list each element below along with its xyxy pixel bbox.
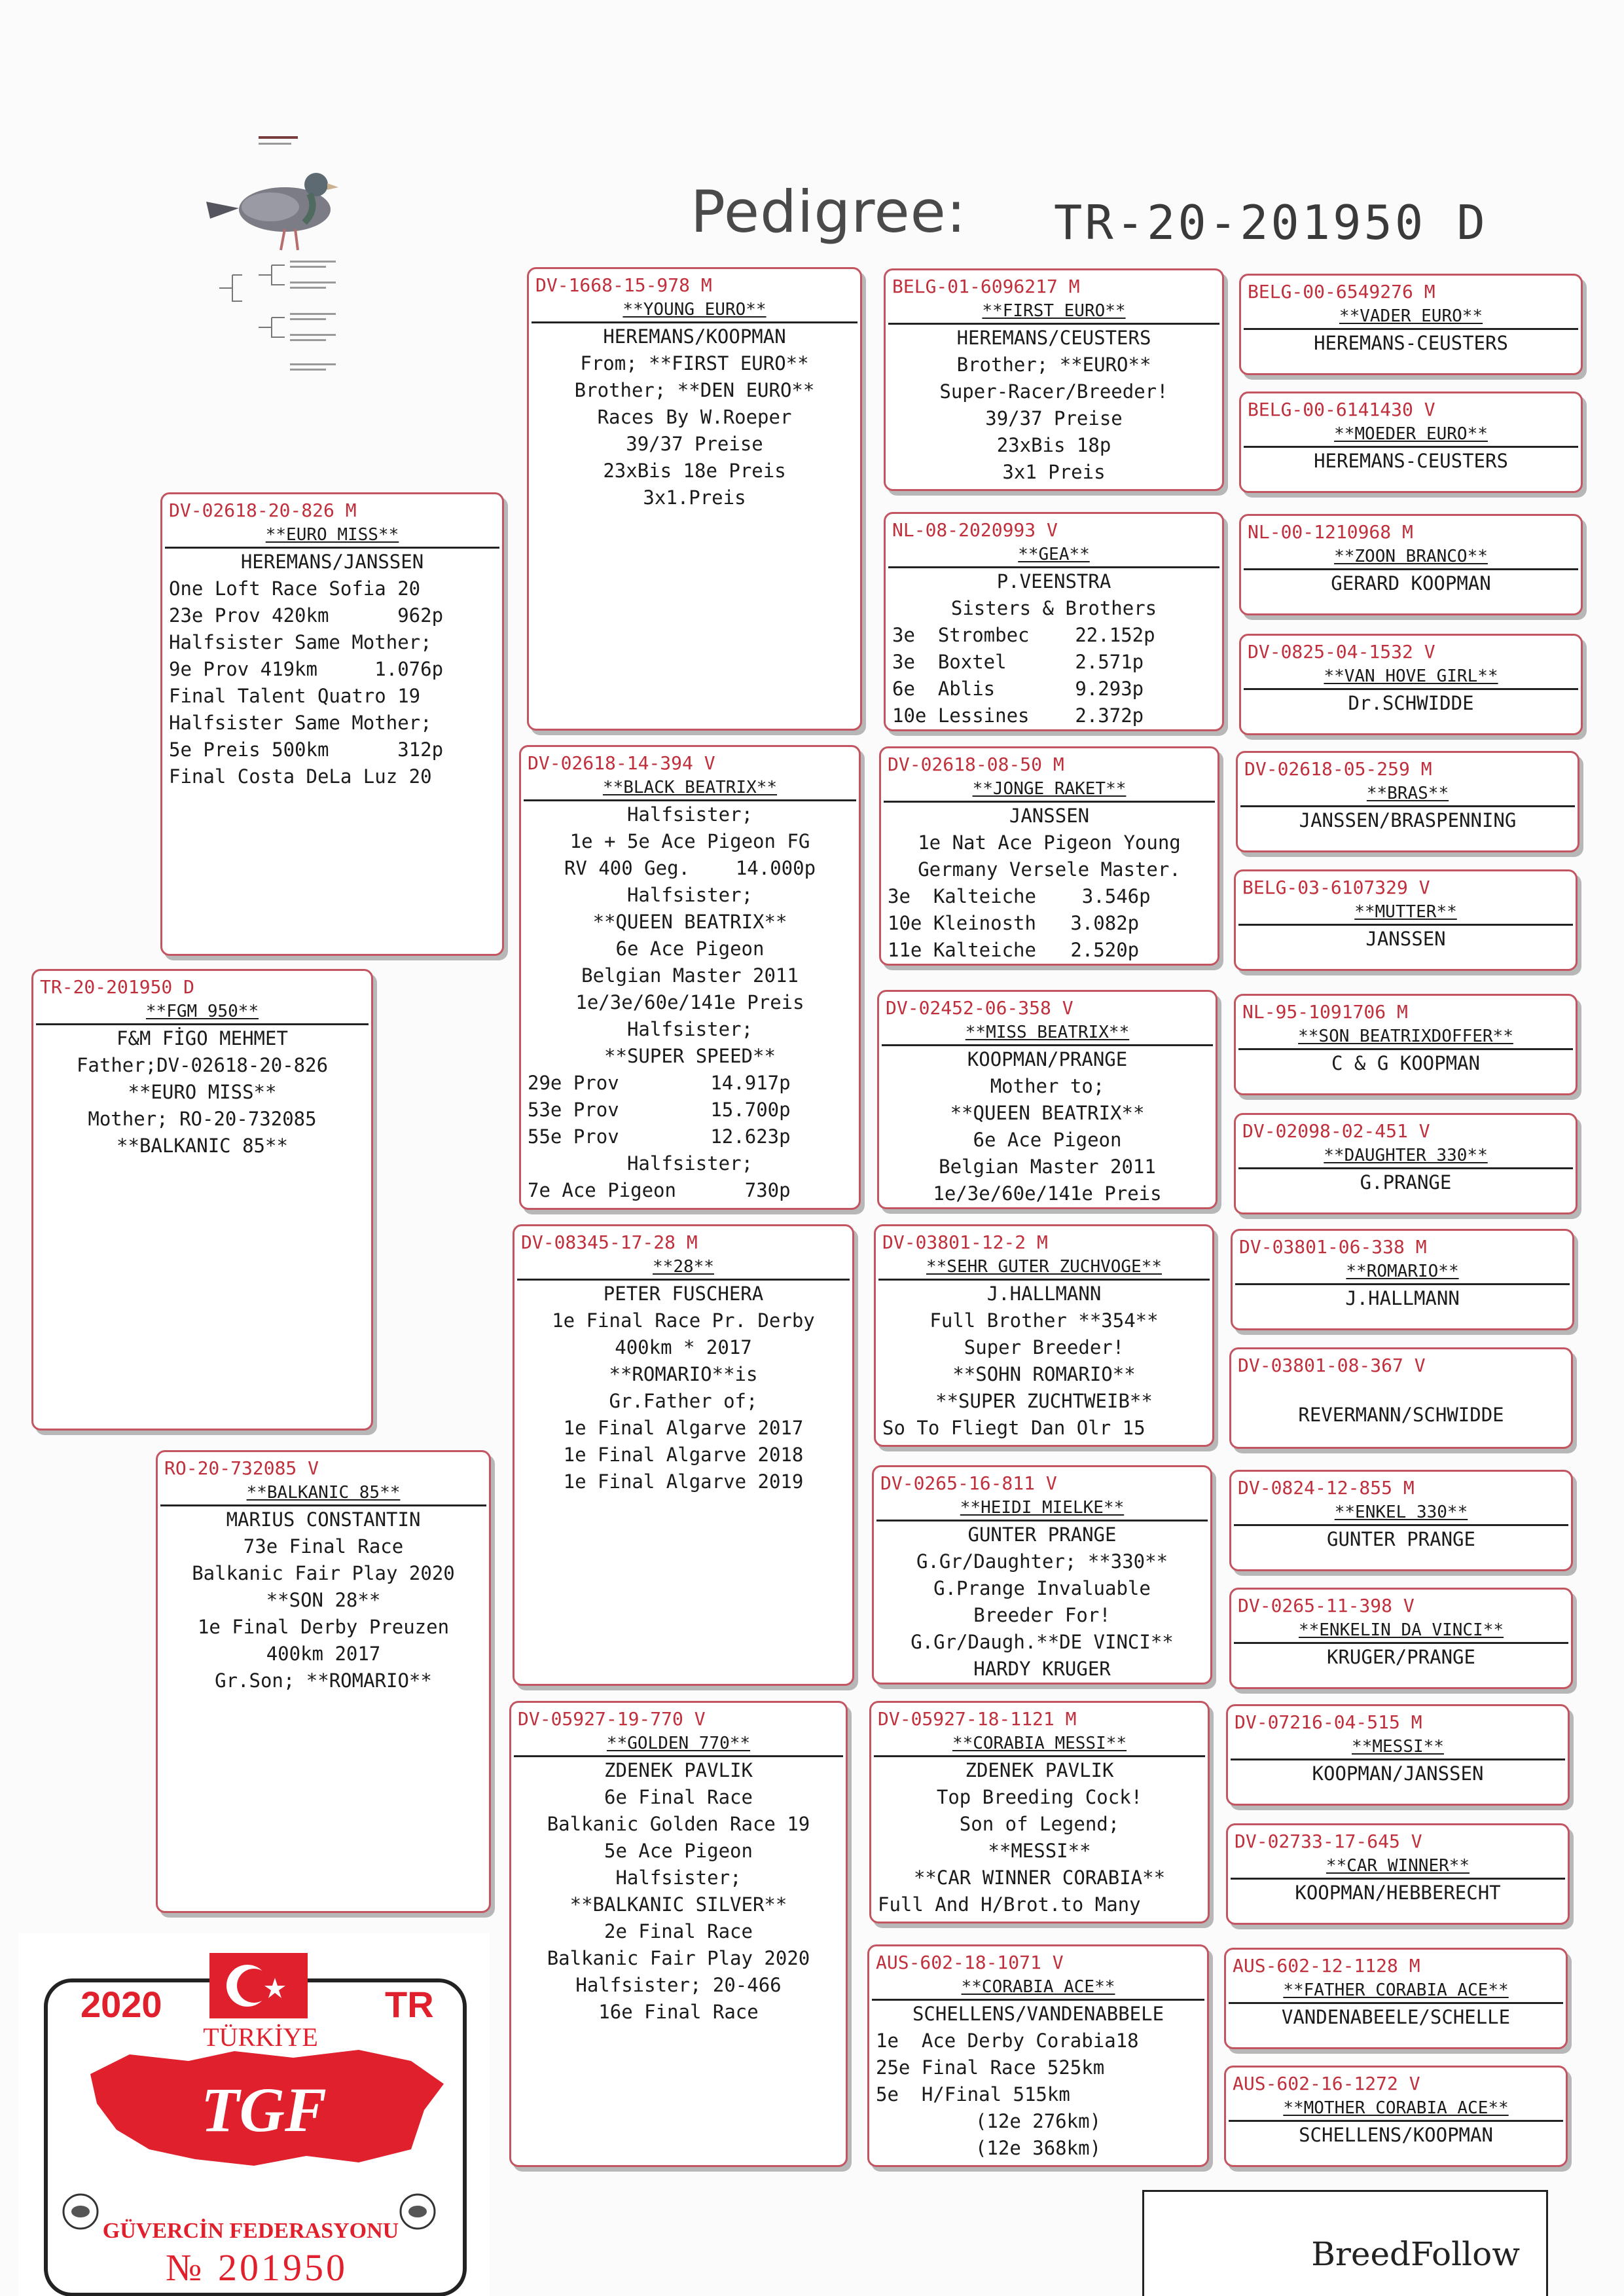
info-line: KOOPMAN/PRANGE: [967, 1048, 1128, 1070]
info-line: REVERMANN/SCHWIDDE: [1298, 1404, 1504, 1426]
info-line: Balkanic Fair Play 2020: [192, 1562, 455, 1584]
info-line: **SUPER ZUCHTWEIB**: [935, 1390, 1153, 1412]
pigeon-name: **SEHR GUTER ZUCHVOGE**: [878, 1255, 1210, 1281]
info-line: Halfsister;: [626, 803, 753, 826]
info-line: **QUEEN BEATRIX**: [950, 1102, 1145, 1124]
page-title: Pedigree:: [691, 178, 967, 246]
info-line: 73e Final Race: [243, 1535, 404, 1558]
pigeon-name: **HEIDI MIELKE**: [876, 1496, 1208, 1522]
ring-id: RO-20-732085 V: [164, 1457, 319, 1479]
info-line: Halfsister Same Mother;: [169, 631, 432, 653]
info-line: Son of Legend;: [959, 1813, 1120, 1835]
pigeon-name: **MESSI**: [1231, 1735, 1565, 1760]
ring-id: DV-02618-05-259 M: [1244, 758, 1432, 780]
pigeon-name: **BLACK BEATRIX**: [524, 776, 856, 801]
pigeon-name: **GEA**: [888, 543, 1219, 568]
pedigree-thumbnail: [193, 131, 389, 406]
info-line: 6e Final Race: [604, 1786, 753, 1808]
ring-id: NL-00-1210968 M: [1248, 521, 1413, 543]
pigeon-name: **MOEDER EURO**: [1244, 422, 1578, 448]
main-pigeon-card: [31, 969, 373, 1430]
info-line: Mother; RO-20-732085: [88, 1108, 317, 1130]
logo-acronym: TGF: [201, 2075, 327, 2145]
gen5-card-15: [1224, 1948, 1568, 2049]
info-line: Halfsister;: [615, 1867, 742, 1889]
pigeon-name: **28**: [517, 1255, 850, 1281]
pigeon-name: **CAR WINNER**: [1231, 1854, 1565, 1880]
info-line: 3e Boxtel 2.571p: [892, 651, 1144, 673]
info-line: 1e Final Algarve 2018: [563, 1444, 804, 1466]
pigeon-name: **GOLDEN 770**: [514, 1732, 843, 1757]
info-line: **EURO MISS**: [128, 1081, 277, 1103]
ring-id: DV-02452-06-358 V: [886, 997, 1074, 1019]
info-line: KOOPMAN/HEBBERECHT: [1295, 1882, 1501, 1904]
gen5-card-16: [1224, 2066, 1568, 2167]
info-line: Super Breeder!: [964, 1336, 1125, 1358]
ring-id: DV-02618-20-826 M: [169, 500, 357, 521]
gen5-card-6: [1234, 869, 1578, 971]
info-line: 1e + 5e Ace Pigeon FG: [569, 830, 810, 852]
gen3-card-2: [519, 745, 861, 1210]
info-line: 16e Final Race: [598, 2001, 759, 2023]
info-line: 1e Final Algarve 2019: [563, 1470, 804, 1493]
info-line: 9e Prov 419km 1.076p: [169, 658, 444, 680]
info-line: 23e Prov 420km 962p: [169, 604, 444, 627]
info-line: G.PRANGE: [1360, 1171, 1452, 1194]
info-line: KOOPMAN/JANSSEN: [1312, 1762, 1484, 1785]
info-line: Halfsister; 20-466: [575, 1974, 782, 1996]
ring-id: DV-0265-16-811 V: [880, 1472, 1057, 1494]
info-line: J.HALLMANN: [986, 1283, 1102, 1305]
info-line: F&M FİGO MEHMET: [117, 1027, 288, 1049]
gen5-card-10: [1229, 1347, 1573, 1449]
pigeon-name: **DAUGHTER 330**: [1238, 1144, 1573, 1169]
info-line: 1e Final Race Pr. Derby: [552, 1309, 815, 1332]
pigeon-name: **BRAS**: [1240, 782, 1575, 807]
info-line: Belgian Master 2011: [581, 964, 799, 987]
gen4-card-3: [879, 746, 1219, 966]
info-line: Gr.Father of;: [609, 1390, 758, 1412]
info-line: **ROMARIO**is: [609, 1363, 758, 1385]
info-line: Gr.Son; **ROMARIO**: [215, 1669, 432, 1692]
gen5-card-13: [1226, 1704, 1570, 1806]
ring-id: AUS-602-16-1272 V: [1233, 2073, 1420, 2094]
info-line: **MESSI**: [988, 1840, 1091, 1862]
info-line: VANDENABEELE/SCHELLE: [1281, 2006, 1511, 2028]
logo-country-code: TR: [385, 1984, 434, 2025]
logo-number: 201950: [218, 2246, 348, 2289]
pigeon-icon: [206, 173, 338, 250]
pigeon-name: **SON BEATRIXDOFFER**: [1238, 1025, 1573, 1050]
ring-id: DV-02098-02-451 V: [1242, 1120, 1430, 1142]
info-line: Belgian Master 2011: [939, 1156, 1156, 1178]
gen5-card-8: [1234, 1113, 1578, 1214]
ring-id: DV-08345-17-28 M: [521, 1231, 698, 1253]
info-line: Brother; **EURO**: [956, 354, 1151, 376]
tgf-federation-logo: [18, 1933, 490, 2296]
pigeon-name: **VADER EURO**: [1244, 304, 1578, 330]
info-line: **QUEEN BEATRIX**: [592, 911, 787, 933]
ring-id: BELG-00-6549276 M: [1248, 281, 1435, 302]
info-line: Halfsister Same Mother;: [169, 712, 432, 734]
gen3-card-4: [509, 1701, 848, 2167]
gen4-card-8: [867, 1944, 1209, 2167]
gen4-card-1: [884, 268, 1224, 491]
ring-id: DV-07216-04-515 M: [1235, 1711, 1422, 1733]
info-line: HEREMANS-CEUSTERS: [1314, 450, 1508, 472]
info-line: Breeder For!: [973, 1604, 1111, 1626]
info-line: One Loft Race Sofia 20: [169, 577, 421, 600]
info-line: SCHELLENS/VANDENABBELE: [912, 2003, 1164, 2025]
info-line: ZDENEK PAVLIK: [965, 1759, 1114, 1781]
father-card: [160, 492, 504, 956]
info-line: GUNTER PRANGE: [967, 1523, 1117, 1546]
info-line: 1e/3e/60e/141e Preis: [575, 991, 804, 1013]
ring-id: DV-0825-04-1532 V: [1248, 641, 1435, 663]
info-line: 3x1.Preis: [643, 486, 746, 509]
info-line: 39/37 Preise: [626, 433, 763, 455]
info-line: **SOHN ROMARIO**: [952, 1363, 1136, 1385]
info-line: KRUGER/PRANGE: [1327, 1646, 1475, 1668]
gen4-card-6: [872, 1465, 1212, 1685]
pigeon-name: [1234, 1378, 1568, 1402]
gen3-card-1: [527, 267, 862, 731]
ring-id: DV-02733-17-645 V: [1235, 1831, 1422, 1852]
logo-year: 2020: [81, 1984, 162, 2025]
gen5-card-14: [1226, 1823, 1570, 1925]
pigeon-name: **ENKELIN DA VINCI**: [1234, 1618, 1568, 1644]
info-line: 23xBis 18p: [996, 434, 1111, 456]
info-line: Balkanic Golden Race 19: [547, 1813, 810, 1835]
info-line: 39/37 Preise: [985, 407, 1123, 429]
pigeon-name: **CORABIA ACE**: [872, 1975, 1204, 2001]
info-line: 2e Final Race: [604, 1920, 753, 1942]
info-line: RV 400 Geg. 14.000p: [564, 857, 816, 879]
info-line: GERARD KOOPMAN: [1331, 572, 1491, 594]
info-line: (12e 276km): [975, 2110, 1102, 2132]
info-line: 29e Prov 14.917p: [528, 1072, 791, 1094]
info-line: SCHELLENS/KOOPMAN: [1299, 2124, 1493, 2146]
info-line: From; **FIRST EURO**: [580, 352, 809, 374]
gen5-card-11: [1229, 1470, 1573, 1571]
info-line: ZDENEK PAVLIK: [604, 1759, 753, 1781]
logo-number-prefix: №: [166, 2246, 202, 2289]
info-line: Germany Versele Master.: [918, 858, 1181, 881]
info-line: 1e Ace Derby Corabia18: [876, 2030, 1139, 2052]
info-line: 5e Preis 500km 312p: [169, 738, 444, 761]
gen5-card-9: [1231, 1229, 1574, 1330]
info-line: JANSSEN/BRASPENNING: [1299, 809, 1517, 831]
info-line: Balkanic Fair Play 2020: [547, 1947, 810, 1969]
ring-id: AUS-602-12-1128 M: [1233, 1955, 1420, 1977]
logo-federation: GÜVERCİN FEDERASYONU: [102, 2219, 399, 2243]
info-line: Mother to;: [990, 1075, 1105, 1097]
ring-id: NL-08-2020993 V: [892, 519, 1058, 541]
ring-id: BELG-01-6096217 M: [892, 276, 1080, 297]
info-line: HEREMANS/CEUSTERS: [956, 327, 1151, 349]
ring-id: DV-03801-12-2 M: [882, 1231, 1048, 1253]
info-line: 6e Ace Pigeon: [973, 1129, 1122, 1151]
ring-id: AUS-602-18-1071 V: [876, 1952, 1064, 1973]
info-line: 1e/3e/60e/141e Preis: [933, 1182, 1162, 1205]
info-line: **CAR WINNER CORABIA**: [913, 1867, 1166, 1889]
info-line: 5e H/Final 515km: [876, 2083, 1070, 2105]
pigeon-name: **ROMARIO**: [1235, 1260, 1570, 1285]
info-line: Full Brother **354**: [929, 1309, 1159, 1332]
info-line: Halfsister;: [626, 1152, 753, 1175]
info-line: 3e Strombec 22.152p: [892, 624, 1155, 646]
gen5-card-3: [1239, 514, 1583, 615]
info-line: G.Gr/Daugh.**DE VINCI**: [911, 1631, 1174, 1653]
info-line: JANSSEN: [1365, 928, 1446, 950]
info-line: C & G KOOPMAN: [1331, 1052, 1480, 1074]
pigeon-name: **ENKEL 330**: [1234, 1501, 1568, 1526]
info-line: 23xBis 18e Preis: [603, 460, 786, 482]
info-line: 55e Prov 12.623p: [528, 1125, 791, 1148]
info-line: **SUPER SPEED**: [604, 1045, 776, 1067]
info-line: Final Talent Quatro 19: [169, 685, 421, 707]
gen5-card-12: [1229, 1588, 1573, 1689]
info-line: **BALKANIC 85**: [117, 1135, 288, 1157]
info-line: 53e Prov 15.700p: [528, 1099, 791, 1121]
info-line: Full And H/Brot.to Many: [878, 1893, 1141, 1916]
pigeon-name: **YOUNG EURO**: [532, 298, 857, 323]
info-line: G.Gr/Daughter; **330**: [916, 1550, 1168, 1573]
ring-id: DV-02618-14-394 V: [528, 752, 715, 774]
info-line: Halfsister;: [626, 884, 753, 906]
gen4-card-5: [874, 1224, 1214, 1447]
info-line: 400km * 2017: [615, 1336, 752, 1358]
pigeon-name: **MISS BEATRIX**: [882, 1021, 1213, 1046]
info-line: 1e Final Algarve 2017: [563, 1417, 804, 1439]
info-line: 10e Lessines 2.372p: [892, 704, 1144, 727]
pigeon-name: **EURO MISS**: [165, 523, 499, 549]
pigeon-name: **JONGE RAKET**: [884, 777, 1215, 803]
info-line: Brother; **DEN EURO**: [574, 379, 815, 401]
info-line: J.HALLMANN: [1345, 1287, 1460, 1309]
info-line: MARIUS CONSTANTIN: [226, 1508, 421, 1531]
breedfollow-brand: BreedFollow: [1142, 2190, 1548, 2296]
info-line: Halfsister;: [626, 1018, 753, 1040]
gen5-card-1: [1239, 274, 1583, 375]
info-line: Races By W.Roeper: [597, 406, 792, 428]
pigeon-name: **MOTHER CORABIA ACE**: [1229, 2096, 1563, 2122]
pigeon-name: **VAN HOVE GIRL**: [1244, 665, 1578, 690]
ring-id: DV-0824-12-855 M: [1238, 1477, 1415, 1499]
gen4-card-7: [869, 1701, 1210, 1923]
info-line: P.VEENSTRA: [996, 570, 1111, 592]
info-line: Final Costa DeLa Luz 20: [169, 765, 432, 788]
gen4-card-4: [877, 990, 1218, 1209]
pigeon-name: **BALKANIC 85**: [160, 1481, 486, 1506]
info-line: GUNTER PRANGE: [1327, 1528, 1475, 1550]
info-line: Dr.SCHWIDDE: [1348, 692, 1474, 714]
gen5-card-5: [1236, 751, 1579, 852]
info-line: 11e Kalteiche 2.520p: [888, 939, 1140, 961]
info-line: So To Fliegt Dan Olr 15: [882, 1417, 1146, 1439]
info-line: 7e Ace Pigeon 730p: [528, 1179, 791, 1201]
gen4-card-2: [884, 512, 1224, 731]
info-line: G.Prange Invaluable: [933, 1577, 1151, 1599]
info-line: 1e Final Derby Preuzen: [197, 1616, 450, 1638]
info-line: (12e 368km): [975, 2137, 1102, 2159]
info-line: HEREMANS/KOOPMAN: [603, 325, 786, 348]
info-line: 25e Final Race 525km: [876, 2056, 1105, 2079]
info-line: Sisters & Brothers: [950, 597, 1157, 619]
info-line: 5e Ace Pigeon: [604, 1840, 753, 1862]
gen5-card-7: [1234, 994, 1578, 1095]
info-line: 3e Kalteiche 3.546p: [888, 885, 1151, 907]
gen5-card-2: [1239, 392, 1583, 493]
ring-id: DV-02618-08-50 M: [888, 754, 1064, 775]
info-line: **BALKANIC SILVER**: [569, 1893, 787, 1916]
ring-id: NL-95-1091706 M: [1242, 1001, 1408, 1023]
ring-number: TR-20-201950 D: [1054, 195, 1488, 250]
pigeon-name: **FGM 950**: [36, 1000, 369, 1025]
pigeon-name: **MUTTER**: [1238, 900, 1573, 926]
ring-id: DV-03801-08-367 V: [1238, 1355, 1426, 1376]
ring-id: DV-03801-06-338 M: [1239, 1236, 1427, 1258]
info-line: 1e Nat Ace Pigeon Young: [918, 831, 1181, 854]
info-line: Top Breeding Cock!: [936, 1786, 1143, 1808]
info-line: Super-Racer/Breeder!: [939, 380, 1168, 403]
pigeon-name: **FIRST EURO**: [888, 299, 1219, 325]
info-line: 400km 2017: [266, 1643, 381, 1665]
gen5-card-4: [1239, 634, 1583, 735]
ring-id: DV-0265-11-398 V: [1238, 1595, 1415, 1616]
pigeon-name: **CORABIA MESSI**: [874, 1732, 1205, 1757]
gen3-card-3: [513, 1224, 854, 1686]
info-line: **SON 28**: [266, 1589, 381, 1611]
info-line: 6e Ablis 9.293p: [892, 678, 1144, 700]
ring-id: TR-20-201950 D: [40, 976, 195, 998]
info-line: PETER FUSCHERA: [603, 1283, 764, 1305]
ring-id: DV-1668-15-978 M: [535, 274, 712, 296]
info-line: 10e Kleinosth 3.082p: [888, 912, 1140, 934]
ring-id: DV-05927-18-1121 M: [878, 1708, 1077, 1730]
pigeon-name: **FATHER CORABIA ACE**: [1229, 1978, 1563, 2004]
logo-country: TÜRKİYE: [203, 2022, 318, 2052]
info-line: HEREMANS/JANSSEN: [240, 551, 424, 573]
ring-id: BELG-00-6141430 V: [1248, 399, 1435, 420]
info-line: 6e Ace Pigeon: [615, 938, 765, 960]
ring-id: DV-05927-19-770 V: [518, 1708, 706, 1730]
ring-id: BELG-03-6107329 V: [1242, 877, 1430, 898]
info-line: Father;DV-02618-20-826: [76, 1054, 329, 1076]
turkish-flag-icon: [209, 1953, 308, 2018]
info-line: HEREMANS-CEUSTERS: [1314, 332, 1508, 354]
info-line: 3x1 Preis: [1002, 461, 1106, 483]
mother-card: [156, 1450, 491, 1913]
info-line: JANSSEN: [1009, 805, 1090, 827]
info-line: HARDY KRUGER: [973, 1658, 1111, 1680]
pigeon-name: **ZOON BRANCO**: [1244, 545, 1578, 570]
